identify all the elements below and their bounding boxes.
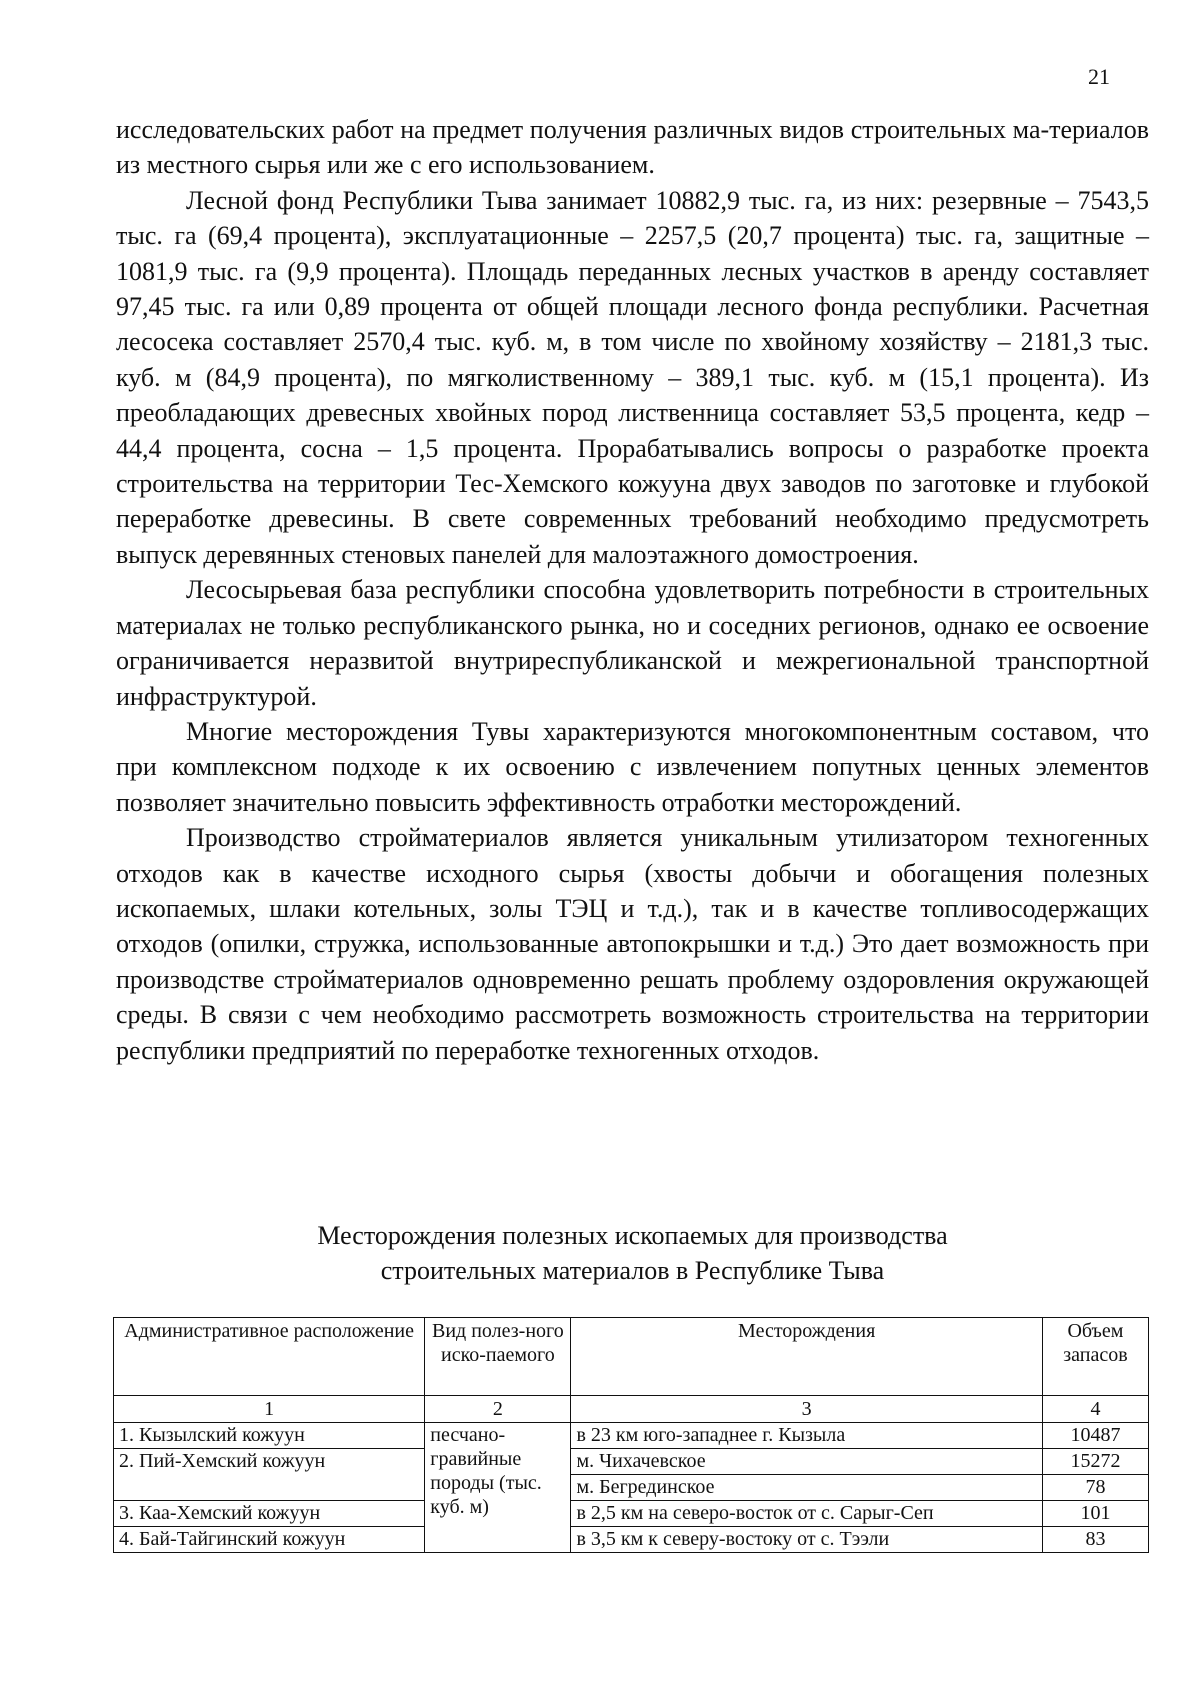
- table-row: [114, 1501, 1149, 1527]
- header-volume: Объем запасов: [1042, 1318, 1148, 1396]
- body-text: [116, 112, 1149, 1068]
- volume-cell: 83: [1042, 1527, 1148, 1553]
- volume-cell: 78: [1042, 1475, 1148, 1501]
- column-number: 1: [114, 1396, 425, 1423]
- volume-cell: 101: [1042, 1501, 1148, 1527]
- region-cell: 1. Кызылский кожуун: [114, 1423, 425, 1449]
- deposit-cell: в 2,5 км на северо-восток от с. Сарыг-Сеп: [571, 1501, 1042, 1527]
- region-cell: 3. Каа-Хемский кожуун: [114, 1501, 425, 1527]
- table-row: [114, 1527, 1149, 1553]
- header-mineral-type: Вид полез-ного иско-паемого: [425, 1318, 571, 1396]
- table-header-row: [114, 1318, 1149, 1396]
- paragraph: Лесной фонд Республики Тыва занимает 10882,9 тыс. га, из них: резервные – 7543,5 тыс. га (69,4 процента), эксплуатационные – 2257,5 (20,7 процента) тыс. га, защитные – 1081,9 тыс. га (9,9 процента). Площадь переданных лесных участков в аренду составляет 97,45 тыс. га или 0,89 процента от общей площади лесного фонда республики. Расчетная лесосека составляет 2570,4 тыс. куб. м, в том числе по хвойному хозяйству – 2181,3 тыс. куб. м (84,9 процента), по мягколиственному – 389,1 тыс. куб. м (15,1 процента). Из преобладающих древесных хвойных пород лиственница составляет 53,5 процента, кедр – 44,4 процента, сосна – 1,5 процента. Прорабатывались вопросы о разработке проекта строительства на территории Тес-Хемского кожууна двух заводов по заготовке и глубокой переработке древесины. В свете современных требований необходимо предусмотреть выпуск деревянных стеновых панелей для малоэтажного домостроения.: [116, 185, 1149, 569]
- column-number: 4: [1042, 1396, 1148, 1423]
- table-row: [114, 1423, 1149, 1449]
- table-title: [116, 1218, 1149, 1288]
- mineral-type-cell: песчано-гравийные породы (тыс. куб. м): [425, 1423, 571, 1553]
- deposits-table: [113, 1317, 1149, 1553]
- table-title-line: строительных материалов в Республике Тыва: [380, 1256, 885, 1285]
- volume-cell: 15272: [1042, 1449, 1148, 1475]
- header-deposits: Месторождения: [571, 1318, 1042, 1396]
- deposit-cell: в 3,5 км к северу-востоку от с. Тээли: [571, 1527, 1042, 1553]
- column-number: 3: [571, 1396, 1042, 1423]
- paragraph: Лесосырьевая база республики способна удовлетворить потребности в строительных материалах не только республиканского рынка, но и соседних регионов, однако ее освоение ограничивается неразвитой внутриреспубликанской и межрегиональной транспортной инфраструктурой.: [116, 575, 1149, 711]
- paragraph: Производство стройматериалов является уникальным утилизатором техногенных отходов как в качестве исходного сырья (хвосты добычи и обогащения полезных ископаемых, шлаки котельных, золы ТЭЦ и т.д.), так и в качестве топливосодержащих отходов (опилки, стружка, использованные автопокрышки и т.д.) Это дает возможность при производстве стройматериалов одновременно решать проблему оздоровления окружающей среды. В связи с чем необходимо рассмотреть возможность строительства на территории республики предприятий по переработке техногенных отходов.: [116, 823, 1149, 1065]
- deposit-cell: м. Чихачевское: [571, 1449, 1042, 1475]
- table-row: [114, 1449, 1149, 1475]
- paragraph: исследовательских работ на предмет получения различных видов строительных ма-териалов из местного сырья или же с его использованием.: [116, 115, 1149, 180]
- paragraph: Многие месторождения Тувы характеризуются многокомпонентным составом, что при комплексном подходе к их освоению с извлечением попутных ценных элементов позволяет значительно повысить эффективность отработки месторождений.: [116, 716, 1149, 817]
- page-number: 21: [1088, 64, 1110, 89]
- volume-cell: 10487: [1042, 1423, 1148, 1449]
- deposit-cell: в 23 км юго-западнее г. Кызыла: [571, 1423, 1042, 1449]
- header-region: Административное расположение: [114, 1318, 425, 1396]
- deposit-cell: м. Бегрединское: [571, 1475, 1042, 1501]
- column-number-row: [114, 1396, 1149, 1423]
- region-cell: 2. Пий-Хемский кожуун: [114, 1449, 425, 1501]
- region-cell: 4. Бай-Тайгинский кожуун: [114, 1527, 425, 1553]
- column-number: 2: [425, 1396, 571, 1423]
- table-title-line: Месторождения полезных ископаемых для производства: [317, 1221, 948, 1250]
